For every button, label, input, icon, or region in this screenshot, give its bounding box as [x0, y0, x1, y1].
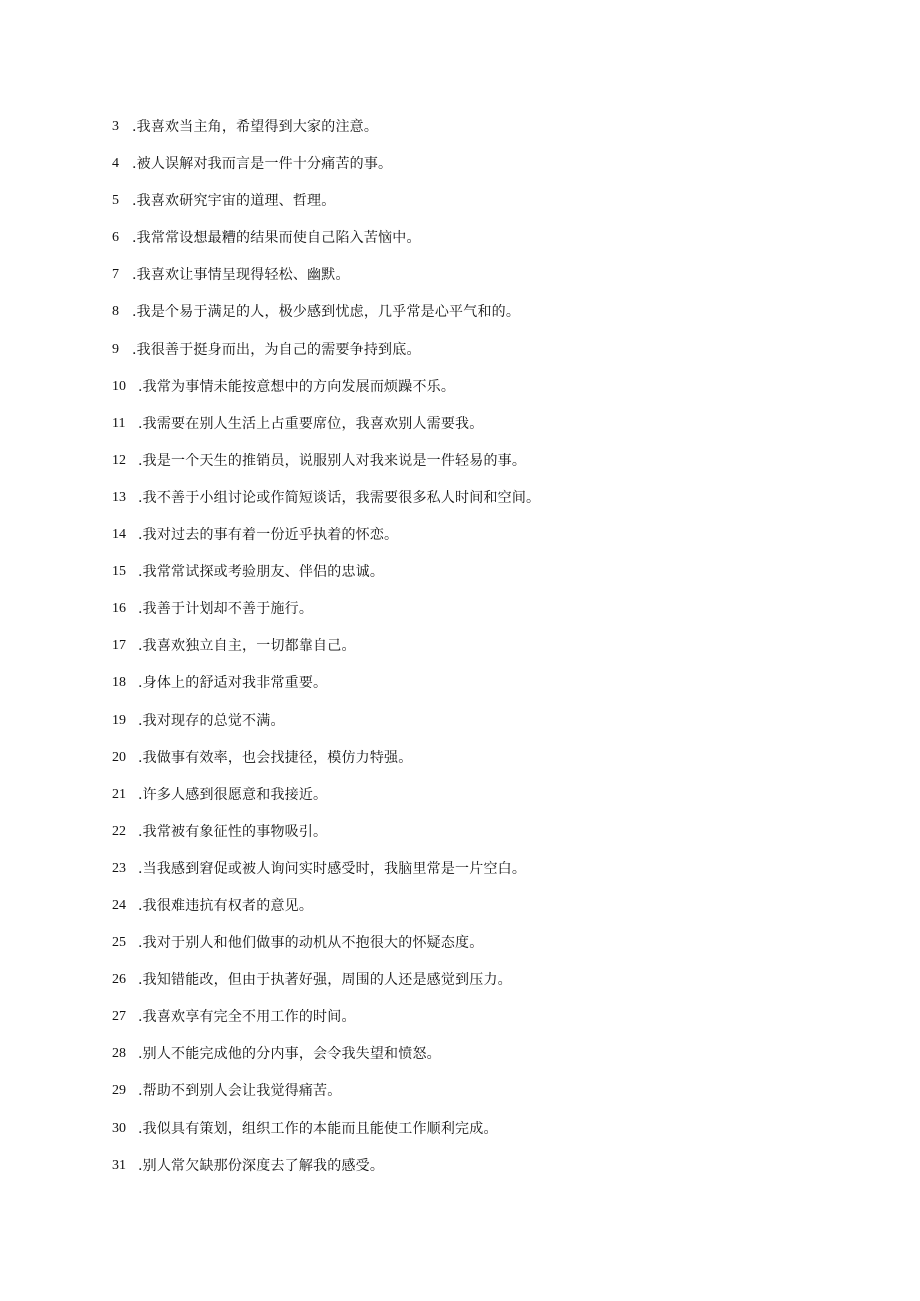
item-text: .我对过去的事有着一份近乎执着的怀恋。 — [138, 527, 399, 544]
item-text: .我常常试探或考验朋友、伴侣的忠诚。 — [138, 564, 385, 581]
item-number: 20 — [112, 749, 126, 765]
item-number: 26 — [112, 972, 126, 988]
list-item — [112, 227, 540, 264]
item-number: 28 — [112, 1046, 126, 1062]
item-number: 4 — [112, 156, 119, 172]
item-number: 14 — [112, 527, 126, 543]
list-item — [112, 1006, 540, 1043]
item-number: 16 — [112, 601, 126, 617]
item-text: .我喜欢独立自主，一切都靠自己。 — [138, 638, 356, 655]
list-item — [112, 1043, 540, 1080]
item-text: .我喜欢享有完全不用工作的时间。 — [138, 1009, 356, 1026]
item-number: 3 — [112, 119, 119, 134]
item-text: .我常常设想最糟的结果而使自己陷入苦恼中。 — [132, 230, 421, 247]
list-item — [112, 932, 540, 969]
list-item — [112, 821, 540, 858]
item-number: 25 — [112, 935, 126, 951]
item-number: 9 — [112, 341, 119, 357]
item-number: 17 — [112, 638, 126, 654]
item-number: 21 — [112, 786, 126, 802]
list-item — [112, 969, 540, 1006]
list-item — [112, 561, 540, 598]
item-text: .我善于计划却不善于施行。 — [138, 601, 314, 618]
item-text: .别人不能完成他的分内事，会令我失望和愤怒。 — [138, 1046, 441, 1063]
item-number: 30 — [112, 1120, 126, 1136]
item-text: .许多人感到很愿意和我接近。 — [138, 786, 328, 803]
item-text: .我做事有效率，也会找捷径，模仿力特强。 — [138, 749, 413, 766]
item-text: .我很善于挺身而出，为自己的需要争持到底。 — [132, 341, 421, 358]
list-item — [112, 524, 540, 561]
item-number: 18 — [112, 675, 126, 691]
item-number: 24 — [112, 897, 126, 913]
item-number: 23 — [112, 860, 126, 876]
item-number: 6 — [112, 230, 119, 246]
list-item — [112, 710, 540, 747]
item-text: .我喜欢当主角，希望得到大家的注意。 — [132, 119, 379, 135]
item-number: 12 — [112, 452, 126, 468]
list-item — [112, 376, 540, 413]
questionnaire-list — [112, 116, 540, 1192]
item-text: .我不善于小组讨论或作简短谈话，我需要很多私人时间和空间。 — [138, 489, 541, 506]
item-text: .帮助不到别人会让我觉得痛苦。 — [138, 1083, 342, 1100]
item-text: .我常被有象征性的事物吸引。 — [138, 823, 328, 840]
item-text: .当我感到窘促或被人询问实时感受时，我脑里常是一片空白。 — [138, 860, 527, 877]
list-item — [112, 1118, 540, 1155]
item-number: 8 — [112, 304, 119, 320]
item-text: .我知错能改，但由于执著好强，周围的人还是感觉到压力。 — [138, 972, 512, 989]
item-text: .身体上的舒适对我非常重要。 — [138, 675, 328, 692]
item-text: .我喜欢研究宇宙的道理、哲理。 — [132, 193, 336, 210]
list-item — [112, 747, 540, 784]
item-text: .我是个易于满足的人，极少感到忧虑，几乎常是心平气和的。 — [132, 304, 521, 321]
list-item — [112, 450, 540, 487]
list-item — [112, 339, 540, 376]
list-item — [112, 153, 540, 190]
item-number: 27 — [112, 1009, 126, 1025]
item-number: 7 — [112, 267, 119, 283]
list-item — [112, 635, 540, 672]
item-number: 29 — [112, 1083, 126, 1099]
list-item — [112, 858, 540, 895]
list-item — [112, 784, 540, 821]
item-text: .我似具有策划，组织工作的本能而且能使工作顺利完成。 — [138, 1120, 498, 1137]
list-item — [112, 598, 540, 635]
item-text: .我很难违抗有权者的意见。 — [138, 897, 314, 914]
item-text: .我是一个天生的推销员，说服别人对我来说是一件轻易的事。 — [138, 452, 527, 469]
item-text: .我对现存的总觉不满。 — [138, 712, 285, 729]
item-number: 10 — [112, 378, 126, 394]
item-number: 5 — [112, 193, 119, 209]
item-number: 11 — [112, 415, 126, 431]
list-item — [112, 1155, 540, 1192]
item-text: .我喜欢让事情呈现得轻松、幽默。 — [132, 267, 350, 284]
item-text: .我需要在别人生活上占重要席位，我喜欢别人需要我。 — [138, 415, 484, 432]
item-number: 31 — [112, 1157, 126, 1173]
item-number: 22 — [112, 823, 126, 839]
item-text: .我常为事情未能按意想中的方向发展而烦躁不乐。 — [138, 378, 456, 395]
list-item — [112, 487, 540, 524]
list-item — [112, 413, 540, 450]
list-item — [112, 672, 540, 709]
item-number: 13 — [112, 489, 126, 505]
item-text: .别人常欠缺那份深度去了解我的感受。 — [138, 1157, 385, 1174]
list-item — [112, 1080, 540, 1117]
item-text: .被人误解对我而言是一件十分痛苦的事。 — [132, 156, 393, 173]
list-item — [112, 895, 540, 932]
list-item — [112, 301, 540, 338]
item-text: .我对于别人和他们做事的动机从不抱很大的怀疑态度。 — [138, 935, 484, 952]
item-number: 15 — [112, 564, 126, 580]
list-item — [112, 264, 540, 301]
list-item — [112, 116, 540, 153]
list-item — [112, 190, 540, 227]
item-number: 19 — [112, 712, 126, 728]
